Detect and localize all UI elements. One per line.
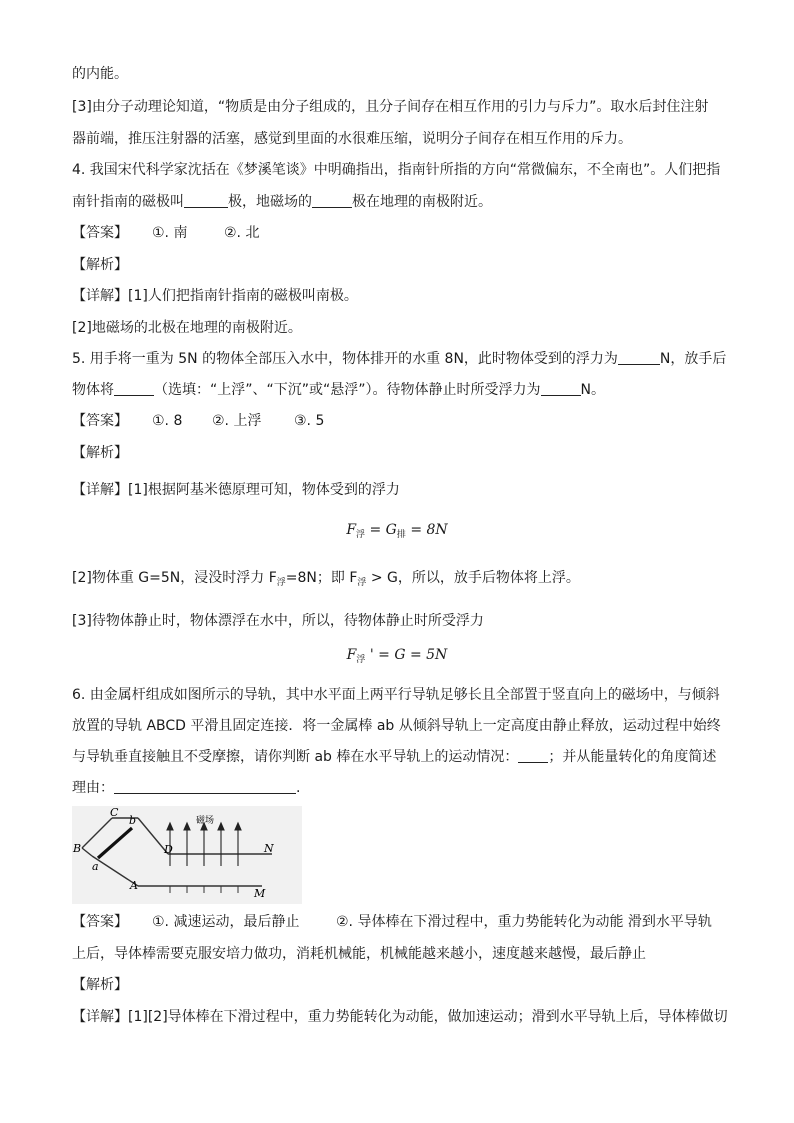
detail-line: 【详解】[1][2]导体棒在下滑过程中，重力势能转化为动能，做加速运动；滑到水平导轨上后，导体棒做切 <box>72 1009 728 1025</box>
equation-buoyancy <box>0 520 794 542</box>
text-span: 极在地理的南极附近。 <box>352 194 492 210</box>
detail-line: 【详解】[1]根据阿基米德原理可知，物体受到的浮力 <box>72 482 400 498</box>
answer-item: ③. 5 <box>294 413 325 429</box>
answer-blank <box>114 779 296 794</box>
answer-row <box>72 411 324 431</box>
eq-subscript: 浮 <box>356 530 366 540</box>
detail-line <box>72 568 580 590</box>
answer-tag: 【答案】 <box>72 413 128 429</box>
text-span: N，放手后 <box>659 351 727 367</box>
label-b-upper: B <box>73 842 82 855</box>
answer-blank <box>312 193 352 208</box>
text-span: 与导轨垂直接触且不受摩擦，请你判断 ab 棒在水平导轨上的运动情况： <box>72 749 519 765</box>
text-span: 理由： <box>72 780 114 796</box>
text-line: 器前端，推压注射器的活塞，感觉到里面的水很难压缩，说明分子间存在相互作用的斥力。 <box>72 131 632 147</box>
answer-row <box>72 223 259 243</box>
label-c: C <box>110 806 119 819</box>
eq-subscript: 浮 <box>357 578 367 588</box>
question-6-text <box>72 747 716 767</box>
text-line: 的内能。 <box>72 66 128 82</box>
equation-float <box>0 645 794 667</box>
text-span: （选填：“上浮”、“下沉”或“悬浮”）。待物体静止时所受浮力为 <box>154 382 541 398</box>
label-magnetic-field: 磁场 <box>196 816 215 826</box>
answer-row <box>72 912 712 932</box>
label-m: M <box>254 887 266 900</box>
question-6-text: 放置的导轨 ABCD 平滑且固定连接．将一金属棒 ab 从倾斜导轨上一定高度由静止释放，运动过程中始终 <box>72 718 721 734</box>
answer-item: ①. 南 <box>152 225 188 241</box>
text-span: 极，地磁场的 <box>228 194 312 210</box>
text-span: > G，所以，放手后物体将上浮。 <box>366 570 580 586</box>
detail-line: [3]待物体静止时，物体漂浮在水中，所以，待物体静止时所受浮力 <box>72 613 484 629</box>
answer-item: ②. 导体棒在下滑过程中，重力势能转化为动能 滑到水平导轨 <box>336 914 712 930</box>
answer-item: ②. 北 <box>224 225 260 241</box>
eq-subscript: 浮 <box>276 578 286 588</box>
question-5-text <box>72 349 726 369</box>
eq-subscript: 排 <box>396 530 406 540</box>
analysis-tag: 【解析】 <box>72 977 128 993</box>
question-4-text <box>72 192 492 212</box>
text-span: 5. 用手将一重为 5N 的物体全部压入水中，物体排开的水重 8N，此时物体受到的浮力为 <box>72 351 618 367</box>
answer-blank <box>618 350 660 365</box>
text-span: =8N；即 F <box>285 570 358 586</box>
answer-item: ①. 减速运动，最后静止 <box>152 914 300 930</box>
label-d: D <box>164 843 173 856</box>
eq-part: F <box>346 647 357 663</box>
eq-subscript: 浮 <box>356 655 366 665</box>
question-6-text <box>72 778 300 798</box>
eq-part: F <box>346 522 357 538</box>
text-span: [2]物体重 G=5N，浸没时浮力 F <box>72 570 277 586</box>
answer-blank <box>518 748 548 763</box>
answer-blank <box>114 381 154 396</box>
answer-tag: 【答案】 <box>72 225 128 241</box>
text-span: . <box>296 780 301 796</box>
text-span: 南针指南的磁极叫 <box>72 194 184 210</box>
question-4-text: 4. 我国宋代科学家沈括在《梦溪笔谈》中明确指出，指南针所指的方向“常微偏东，不全南也”。人们把指 <box>72 162 721 178</box>
text-line: [3]由分子动理论知道，“物质是由分子组成的，且分子间存在相互作用的引力与斥力”。取水后封住注射 <box>72 99 709 115</box>
answer-item: ②. 上浮 <box>212 413 262 429</box>
label-n: N <box>264 842 274 855</box>
answer-blank <box>184 193 228 208</box>
label-b-lower: b <box>129 814 137 827</box>
question-5-text <box>72 380 605 400</box>
analysis-tag: 【解析】 <box>72 257 128 273</box>
label-a-lower: a <box>92 860 99 873</box>
eq-part: = 8N <box>405 522 448 538</box>
eq-part: ' = G = 5N <box>365 647 448 663</box>
question-6-text: 6. 由金属杆组成如图所示的导轨，其中水平面上两平行导轨足够长且全部置于竖直向上的磁场中，与倾斜 <box>72 687 720 703</box>
answer-item: ①. 8 <box>152 413 183 429</box>
text-span: ；并从能量转化的角度简述 <box>548 749 717 765</box>
detail-line: 【详解】[1]人们把指南针指南的磁极叫南极。 <box>72 288 358 304</box>
text-span: N。 <box>580 382 606 398</box>
detail-line: [2]地磁场的北极在地理的南极附近。 <box>72 320 302 336</box>
label-a-upper: A <box>130 879 138 892</box>
text-span: 物体将 <box>72 382 114 398</box>
answer-tag: 【答案】 <box>72 914 128 930</box>
rail-diagram <box>72 806 302 904</box>
analysis-tag: 【解析】 <box>72 445 128 461</box>
answer-blank <box>541 381 581 396</box>
answer-continuation: 上后，导体棒需要克服安培力做功，消耗机械能，机械能越来越小，速度越来越慢，最后静止 <box>72 946 646 962</box>
eq-part: = G <box>365 522 397 538</box>
